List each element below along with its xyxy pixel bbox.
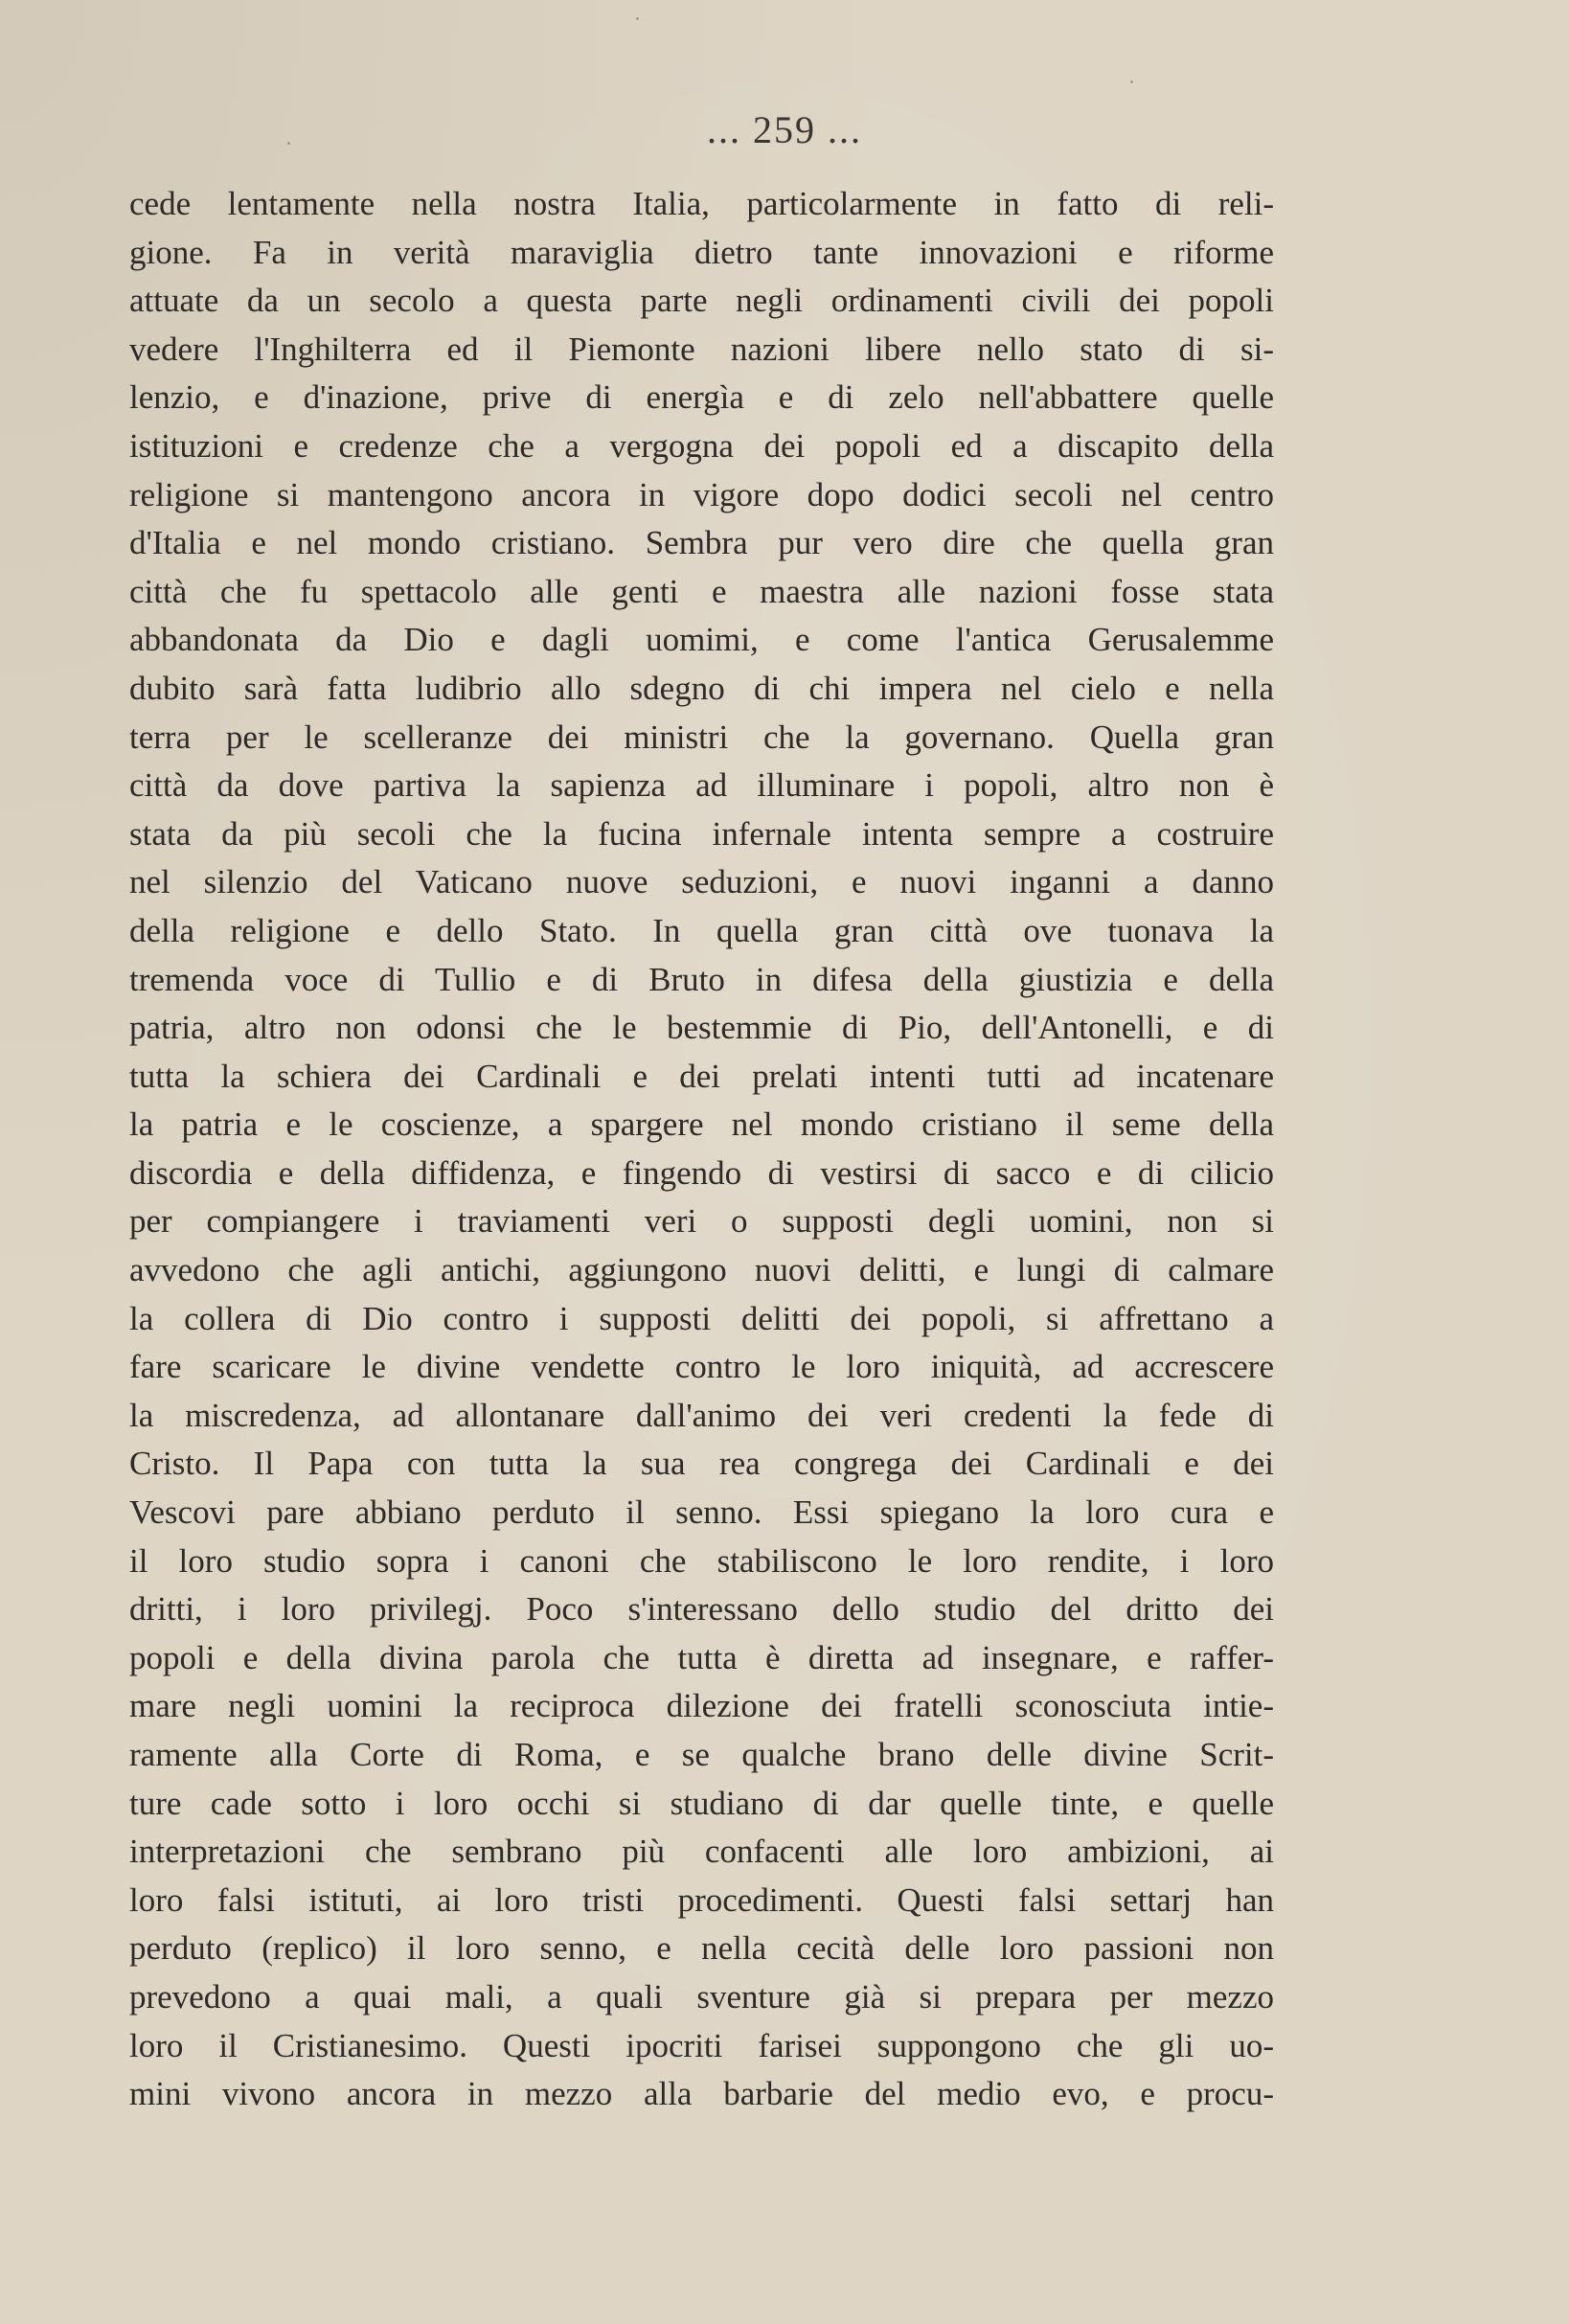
text-line: lenzio, e d'inazione, prive di energìa e di zelo nell'abbattere quelle xyxy=(129,378,1274,417)
text-line: attuate da un secolo a questa parte negli ordinamenti civili dei popoli xyxy=(129,282,1274,320)
text-line: avvedono che agli antichi, aggiungono nuovi delitti, e lungi di calmare xyxy=(129,1251,1274,1289)
text-line: abbandonata da Dio e dagli uomimi, e come l'antica Gerusalemme xyxy=(129,621,1274,659)
text-line: cede lentamente nella nostra Italia, particolarmente in fatto di reli- xyxy=(129,185,1274,222)
text-line: discordia e della diffidenza, e fingendo di vestirsi di sacco e di cilicio xyxy=(129,1153,1274,1192)
page-number: ... 259 ... xyxy=(707,108,862,151)
text-line: loro falsi istituti, ai loro tristi procedimenti. Questi falsi settarj han xyxy=(129,1880,1274,1919)
paper-speck xyxy=(636,17,639,20)
text-line: città da dove partiva la sapienza ad illuminare i popoli, altro non è xyxy=(129,766,1274,805)
text-line: ramente alla Corte di Roma, e se qualche brano delle divine Scrit- xyxy=(129,1736,1274,1773)
text-line: mare negli uomini la reciproca dilezione dei fratelli sconosciuta intie- xyxy=(129,1687,1274,1725)
text-line: la collera di Dio contro i supposti delitti dei popoli, si affrettano a xyxy=(129,1299,1274,1337)
paper-speck xyxy=(287,142,290,145)
text-line: della religione e dello Stato. In quella gran città ove tuonava la xyxy=(129,911,1274,949)
text-line: terra per le scelleranze dei ministri che la governano. Quella gran xyxy=(129,718,1274,756)
text-line: istituzioni e credenze che a vergogna dei popoli ed a discapito della xyxy=(129,426,1274,465)
paper-speck xyxy=(1130,80,1133,83)
text-line: il loro studio sopra i canoni che stabiliscono le loro rendite, i loro xyxy=(129,1541,1274,1580)
text-line: mini vivono ancora in mezzo alla barbarie del medio evo, e procu- xyxy=(129,2075,1274,2113)
text-line: ture cade sotto i loro occhi si studiano di dar quelle tinte, e quelle xyxy=(129,1784,1274,1822)
text-line: la miscredenza, ad allontanare dall'animo dei veri credenti la fede di xyxy=(129,1396,1274,1434)
text-line: popoli e della divina parola che tutta è diretta ad insegnare, e raffer- xyxy=(129,1638,1274,1676)
text-line: patria, altro non odonsi che le bestemmie di Pio, dell'Antonelli, e di xyxy=(129,1009,1274,1047)
text-line: d'Italia e nel mondo cristiano. Sembra pur vero dire che quella gran xyxy=(129,524,1274,562)
text-line: prevedono a quai mali, a quali sventure già si prepara per mezzo xyxy=(129,1977,1274,2016)
text-line: fare scaricare le divine vendette contro le loro iniquità, ad accrescere xyxy=(129,1348,1274,1386)
text-line: perduto (replico) il loro senno, e nella cecità delle loro passioni non xyxy=(129,1929,1274,1968)
text-line: vedere l'Inghilterra ed il Piemonte nazioni libere nello stato di si- xyxy=(129,330,1274,368)
text-line: loro il Cristianesimo. Questi ipocriti farisei suppongono che gli uo- xyxy=(129,2026,1274,2064)
text-line: tremenda voce di Tullio e di Bruto in difesa della giustizia e della xyxy=(129,960,1274,998)
text-line: gione. Fa in verità maraviglia dietro tante innovazioni e riforme xyxy=(129,233,1274,271)
text-line: Vescovi pare abbiano perduto il senno. Essi spiegano la loro cura e xyxy=(129,1493,1274,1532)
text-line: dritti, i loro privilegj. Poco s'interessano dello studio del dritto dei xyxy=(129,1590,1274,1629)
text-line: stata da più secoli che la fucina infernale intenta sempre a costruire xyxy=(129,814,1274,853)
text-line: dubito sarà fatta ludibrio allo sdegno di chi impera nel cielo e nella xyxy=(129,669,1274,707)
text-line: tutta la schiera dei Cardinali e dei prelati intenti tutti ad incatenare xyxy=(129,1057,1274,1095)
text-line: nel silenzio del Vaticano nuove seduzioni, e nuovi inganni a danno xyxy=(129,863,1274,901)
text-line: città che fu spettacolo alle genti e maestra alle nazioni fosse stata xyxy=(129,572,1274,610)
text-line: Cristo. Il Papa con tutta la sua rea congrega dei Cardinali e dei xyxy=(129,1445,1274,1483)
text-line: interpretazioni che sembrano più confacenti alle loro ambizioni, ai xyxy=(129,1833,1274,1871)
text-line: la patria e le coscienze, a spargere nel mondo cristiano il seme della xyxy=(129,1105,1274,1144)
body-text xyxy=(129,180,1274,2119)
text-line: religione si mantengono ancora in vigore dopo dodici secoli nel centro xyxy=(129,475,1274,513)
text-line: per compiangere i traviamenti veri o supposti degli uomini, non si xyxy=(129,1202,1274,1241)
